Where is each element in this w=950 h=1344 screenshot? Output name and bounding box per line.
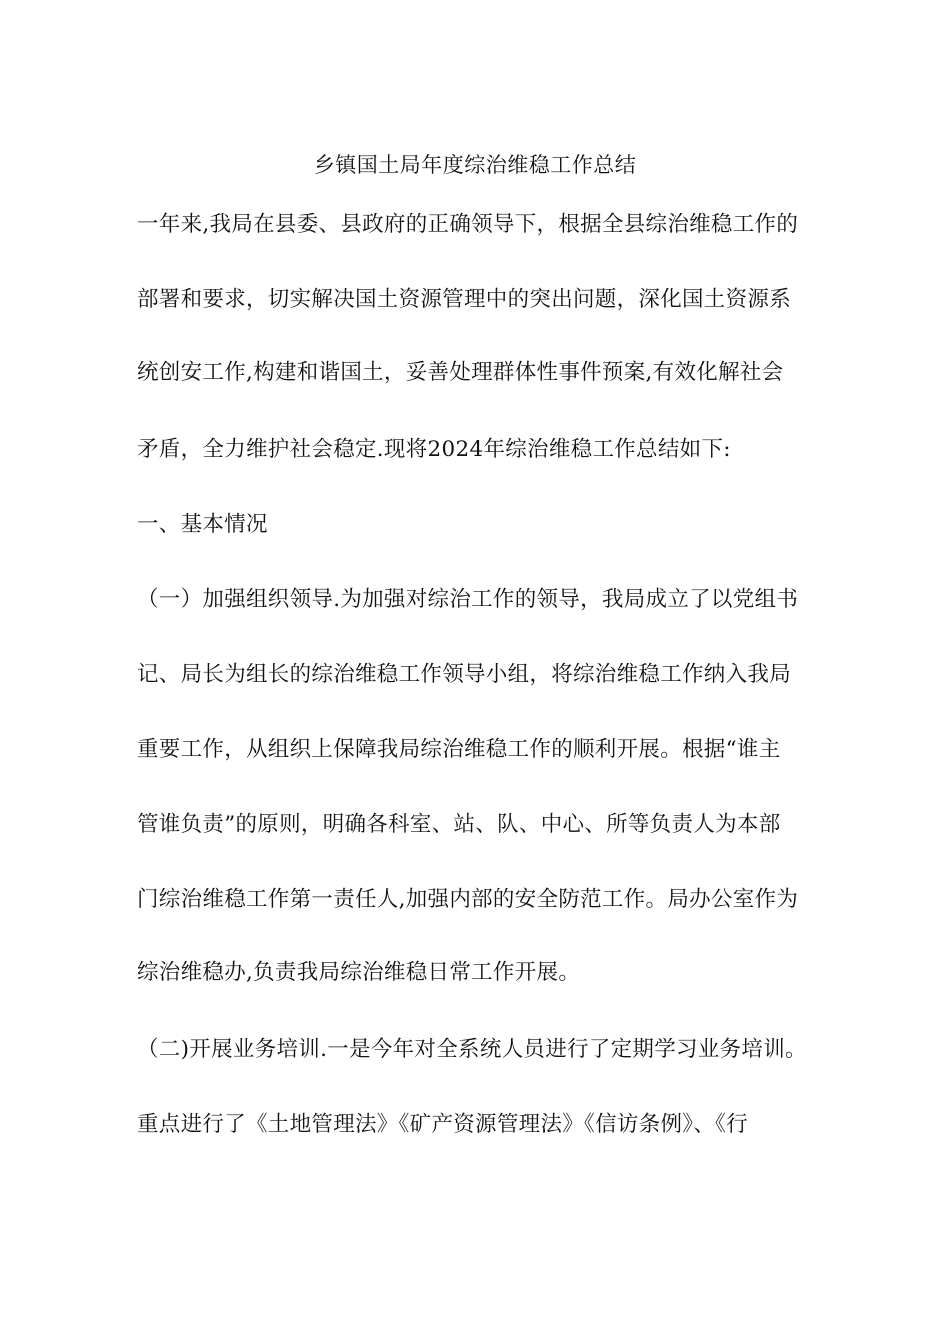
paragraph-line: 重点进行了《土地管理法》《矿产资源管理法》《信访条例》、《行	[137, 1112, 749, 1137]
paragraph-line: 记、局长为组长的综治维稳工作领导小组，将综治维稳工作纳入我局	[137, 662, 792, 687]
paragraph-line: 管谁负责”的原则，明确各科室、站、队、中心、所等负责人为本部	[137, 812, 781, 837]
paragraph-line: 门综治维稳工作第一责任人,加强内部的安全防范工作。局办公室作为	[137, 887, 799, 912]
paragraph-line: 部署和要求，切实解决国土资源管理中的突出问题，深化国土资源系	[137, 287, 792, 312]
paragraph-line: （二)开展业务培训.一是今年对全系统人员进行了定期学习业务培训。	[137, 1037, 807, 1062]
document-title: 乡镇国土局年度综治维稳工作总结	[313, 153, 637, 177]
paragraph-line: 统创安工作,构建和谐国土，妥善处理群体性事件预案,有效化解社会	[137, 360, 784, 385]
paragraph-line: 重要工作，从组织上保障我局综治维稳工作的顺利开展。根据“谁主	[137, 737, 781, 762]
paragraph-line: 综治维稳办,负责我局综治维稳日常工作开展。	[137, 960, 581, 985]
section-heading: 一、基本情况	[137, 512, 268, 537]
paragraph-line: 矛盾，全力维护社会稳定.现将2024年综治维稳工作总结如下:	[137, 437, 731, 462]
paragraph-line: （一）加强组织领导.为加强对综治工作的领导，我局成立了以党组书	[137, 587, 799, 612]
paragraph-line: 一年来,我局在县委、县政府的正确领导下，根据全县综治维稳工作的	[137, 212, 799, 237]
